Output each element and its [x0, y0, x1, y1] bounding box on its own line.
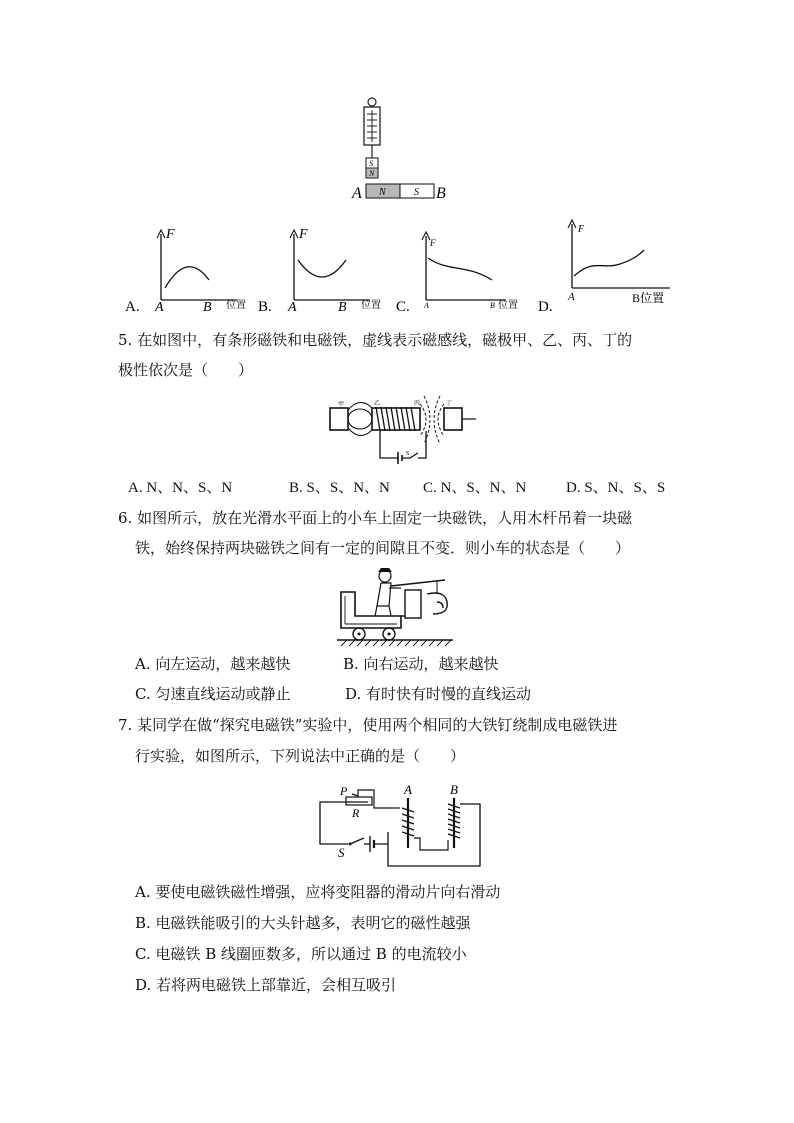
- q4-graph-b-b: B: [338, 300, 347, 315]
- q4-graph-a-a: A: [155, 300, 164, 315]
- q5-pole-bing: 丙: [414, 401, 421, 407]
- q7-switch-s: S: [338, 845, 345, 860]
- q7-magnet-b: B: [450, 782, 458, 797]
- q5-option-b[interactable]: B. S、S、N、N: [289, 480, 390, 496]
- q5-stem-line1: 5. 在如图中，有条形磁铁和电磁铁，虚线表示磁感线，磁极甲、乙、丙、丁的: [118, 331, 633, 349]
- q5-option-a[interactable]: A. N、N、S、N: [128, 480, 233, 496]
- q7-rheostat-r: R: [352, 806, 360, 820]
- q7-circuit-figure: [312, 784, 492, 870]
- q6-stem-line1: 6. 如图所示，放在光滑水平面上的小车上固定一块磁铁，人用木杆吊着一块磁: [118, 509, 633, 527]
- q4-bar-magnet-n: N: [379, 187, 386, 198]
- q4-graph-b-x: 位置: [361, 300, 381, 311]
- q5-pole-jia: 甲: [338, 402, 345, 408]
- q5-option-c[interactable]: C. N、S、N、N: [423, 480, 527, 496]
- q4-graph-b-letter: B.: [258, 299, 272, 315]
- q6-option-d[interactable]: D. 有时快有时慢的直线运动: [345, 685, 532, 703]
- q4-graph-a-b: B: [203, 300, 212, 315]
- q7-slider-p: P: [340, 784, 348, 798]
- q4-graph-c-x: 位置: [498, 300, 518, 311]
- q4-spring-scale-figure: [350, 96, 450, 206]
- q4-graph-a-f: F: [166, 227, 175, 242]
- q4-graph-c-f: F: [430, 238, 436, 248]
- q4-graph-c-letter: C.: [396, 299, 410, 315]
- q5-pole-ding: 丁: [446, 401, 453, 407]
- q7-option-a[interactable]: A. 要使电磁铁磁性增强，应将变阻器的滑动片向右滑动: [135, 883, 501, 901]
- q4-graph-d-a: A: [568, 291, 575, 303]
- q4-graph-c-b: B: [490, 301, 495, 310]
- q6-cart-figure: [333, 566, 463, 648]
- q4-graph-d-letter: D.: [538, 299, 553, 315]
- q5-switch-s: S: [406, 451, 410, 457]
- q5-magnet-figure: [328, 392, 498, 470]
- q4-graph-c: [396, 222, 531, 314]
- q7-option-b[interactable]: B. 电磁铁能吸引的大头针越多，表明它的磁性越强: [135, 914, 471, 932]
- q6-option-c[interactable]: C. 匀速直线运动或静止: [135, 685, 291, 703]
- q6-stem-line2: 铁，始终保持两块磁铁之间有一定的间隙且不变．则小车的状态是（ ）: [135, 539, 631, 557]
- q7-option-d[interactable]: D. 若将两电磁铁上部靠近，会相互吸引: [135, 976, 397, 994]
- q4-graph-b-a: A: [288, 300, 297, 315]
- q4-graph-c-a: A: [424, 301, 429, 310]
- q6-option-b[interactable]: B. 向右运动，越来越快: [343, 655, 499, 673]
- q7-option-c[interactable]: C. 电磁铁 B 线圈匝数多，所以通过 B 的电流较小: [135, 945, 467, 963]
- q4-bar-magnet-s: S: [414, 187, 419, 198]
- q4-graph-a-x: 位置: [226, 300, 246, 311]
- q4-graph-d-x: B位置: [632, 291, 665, 305]
- q4-small-magnet-n: N: [369, 169, 375, 178]
- q5-pole-yi: 乙: [374, 401, 381, 407]
- q5-stem-line2: 极性依次是（ ）: [118, 361, 254, 379]
- q5-option-d[interactable]: D. S、N、S、S: [566, 480, 666, 496]
- q7-magnet-a: A: [404, 782, 412, 797]
- q4-graph-d: [538, 214, 688, 314]
- q4-small-magnet-s: S: [369, 159, 373, 168]
- q6-option-a[interactable]: A. 向左运动，越来越快: [135, 655, 291, 673]
- q7-stem-line1: 7. 某同学在做“探究电磁铁”实验中，使用两个相同的大铁钉绕制成电磁铁进: [118, 716, 618, 734]
- q4-end-a: A: [352, 185, 362, 202]
- q7-stem-line2: 行实验，如图所示，下列说法中正确的是（ ）: [135, 747, 466, 765]
- q4-graph-a: [125, 222, 255, 314]
- q4-graph-b: [258, 222, 393, 314]
- q4-graph-b-f: F: [299, 227, 308, 242]
- q4-graph-a-letter: A.: [125, 299, 140, 315]
- q4-graph-d-f: F: [578, 224, 585, 235]
- q4-end-b: B: [436, 185, 446, 202]
